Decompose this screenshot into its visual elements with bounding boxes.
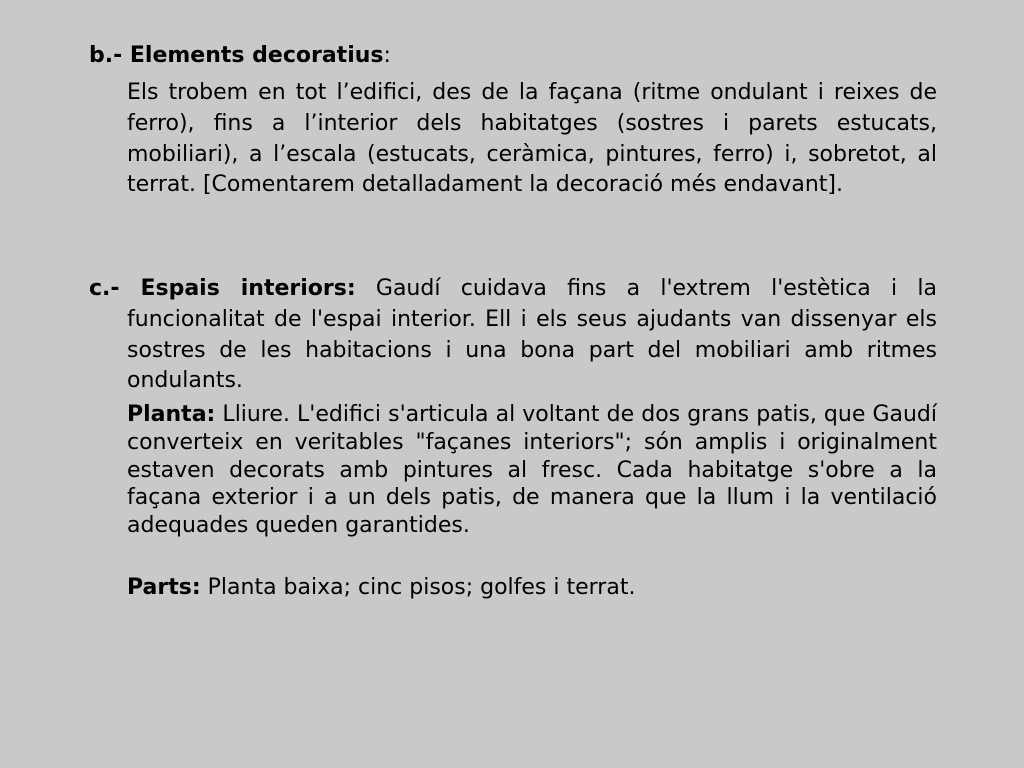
section-b-heading bbox=[89, 40, 391, 71]
planta-paragraph bbox=[127, 401, 937, 540]
planta-body: Lliure. L'edifici s'articula al voltant de dos grans patis, que Gaudí converteix en veritables "façanes interiors"; són amplis i originalment estaven decorats amb pintures al fresc. Cada habitatge s'obre a la façana exterior i a un dels patis, de manera que la llum i la ventilació adequades queden garantides. bbox=[127, 402, 937, 539]
section-b-heading-text: b.- Elements decoratius bbox=[89, 43, 384, 68]
parts-paragraph bbox=[127, 572, 937, 603]
section-c-paragraph bbox=[89, 274, 937, 397]
parts-label: Parts: bbox=[127, 575, 201, 600]
section-b-heading-colon: : bbox=[383, 43, 391, 68]
section-c-heading: c.- Espais interiors: bbox=[89, 276, 356, 301]
planta-label: Planta: bbox=[127, 402, 216, 427]
section-b-paragraph: Els trobem en tot l’edifici, des de la façana (ritme ondulant i reixes de ferro), fins a l’interior dels habitatges (sostres i parets estucats, mobiliari), a l’escala (estucats, ceràmica, pintures, ferro) i, sobretot, al terrat. [Comentarem detalladament la decoració més endavant]. bbox=[127, 80, 937, 198]
parts-body: Planta baixa; cinc pisos; golfes i terrat. bbox=[200, 575, 636, 600]
section-c-body: Gaudí cuidava fins a l'extrem l'estètica i la funcionalitat de l'espai interior. Ell i els seus ajudants van dissenyar els sostres de les habitacions i una bona part del mobiliari amb ritmes ondulants. bbox=[127, 276, 937, 394]
